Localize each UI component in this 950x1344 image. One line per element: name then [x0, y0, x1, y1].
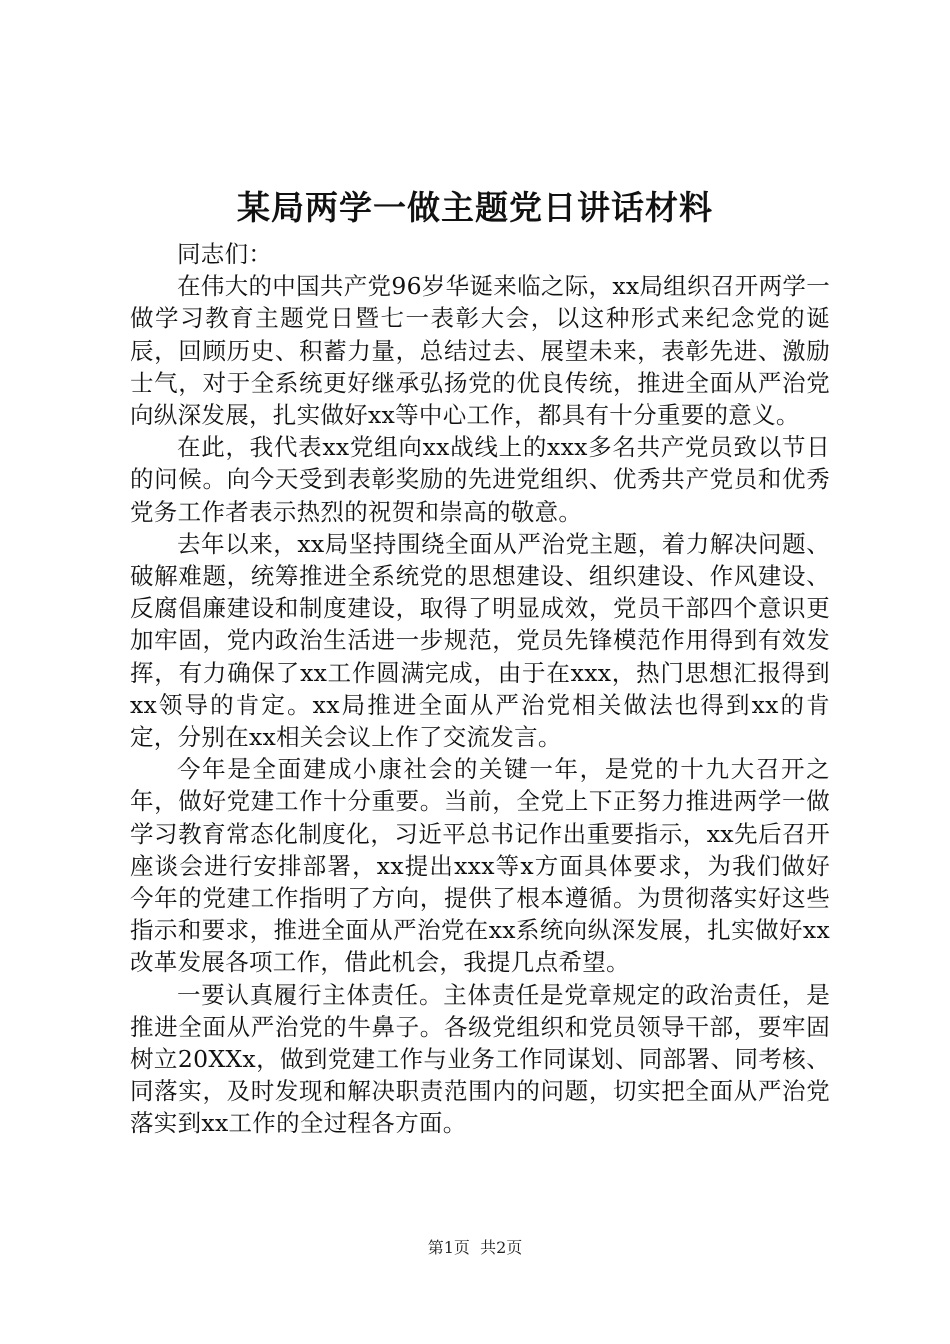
- paragraph-3: 去年以来，xx局坚持围绕全面从严治党主题，着力解决问题、破解难题，统筹推进全系统党的思想建设、组织建设、作风建设、反腐倡廉建设和制度建设，取得了明显成效，党员干部四个意识更加牢固，党内政治生活进一步规范，党员先锋模范作用得到有效发挥，有力确保了xx工作圆满完成，由于在xxx，热门思想汇报得到xx领导的肯定。xx局推进全面从严治党相关做法也得到xx的肯定，分别在xx相关会议上作了交流发言。: [130, 529, 830, 752]
- page-footer: 第1页 共2页: [427, 1238, 523, 1257]
- paragraph-4: 今年是全面建成小康社会的关键一年，是党的十九大召开之年，做好党建工作十分重要。当前，全党上下正努力推进两学一做学习教育常态化制度化，习近平总书记作出重要指示，xx先后召开座谈会进行安排部署，xx提出xxx等x方面具体要求，为我们做好今年的党建工作指明了方向，提供了根本遵循。为贯彻落实好这些指示和要求，推进全面从严治党在xx系统向纵深发展，扎实做好xx改革发展各项工作，借此机会，我提几点希望。: [130, 755, 830, 977]
- document-body: [130, 238, 830, 1140]
- document-title: 某局两学一做主题党日讲话材料: [237, 188, 713, 227]
- paragraph-2: 在此，我代表xx党组向xx战线上的xxx多名共产党员致以节日的问候。向今天受到表彰奖励的先进党组织、优秀共产党员和优秀党务工作者表示热烈的祝贺和崇高的敬意。: [130, 433, 830, 526]
- paragraph-5: 一要认真履行主体责任。主体责任是党章规定的政治责任，是推进全面从严治党的牛鼻子。各级党组织和党员领导干部，要牢固树立20XXx，做到党建工作与业务工作同谋划、同部署、同考核、同落实，及时发现和解决职责范围内的问题，切实把全面从严治党落实到xx工作的全过程各方面。: [130, 980, 830, 1138]
- paragraph-1: 在伟大的中国共产党96岁华诞来临之际，xx局组织召开两学一做学习教育主题党日暨七一表彰大会，以这种形式来纪念党的诞辰，回顾历史、积蓄力量，总结过去、展望未来，表彰先进、激励士气，对于全系统更好继承弘扬党的优良传统，推进全面从严治党向纵深发展，扎实做好xx等中心工作，都具有十分重要的意义。: [130, 272, 830, 430]
- salutation: 同志们：: [177, 240, 273, 268]
